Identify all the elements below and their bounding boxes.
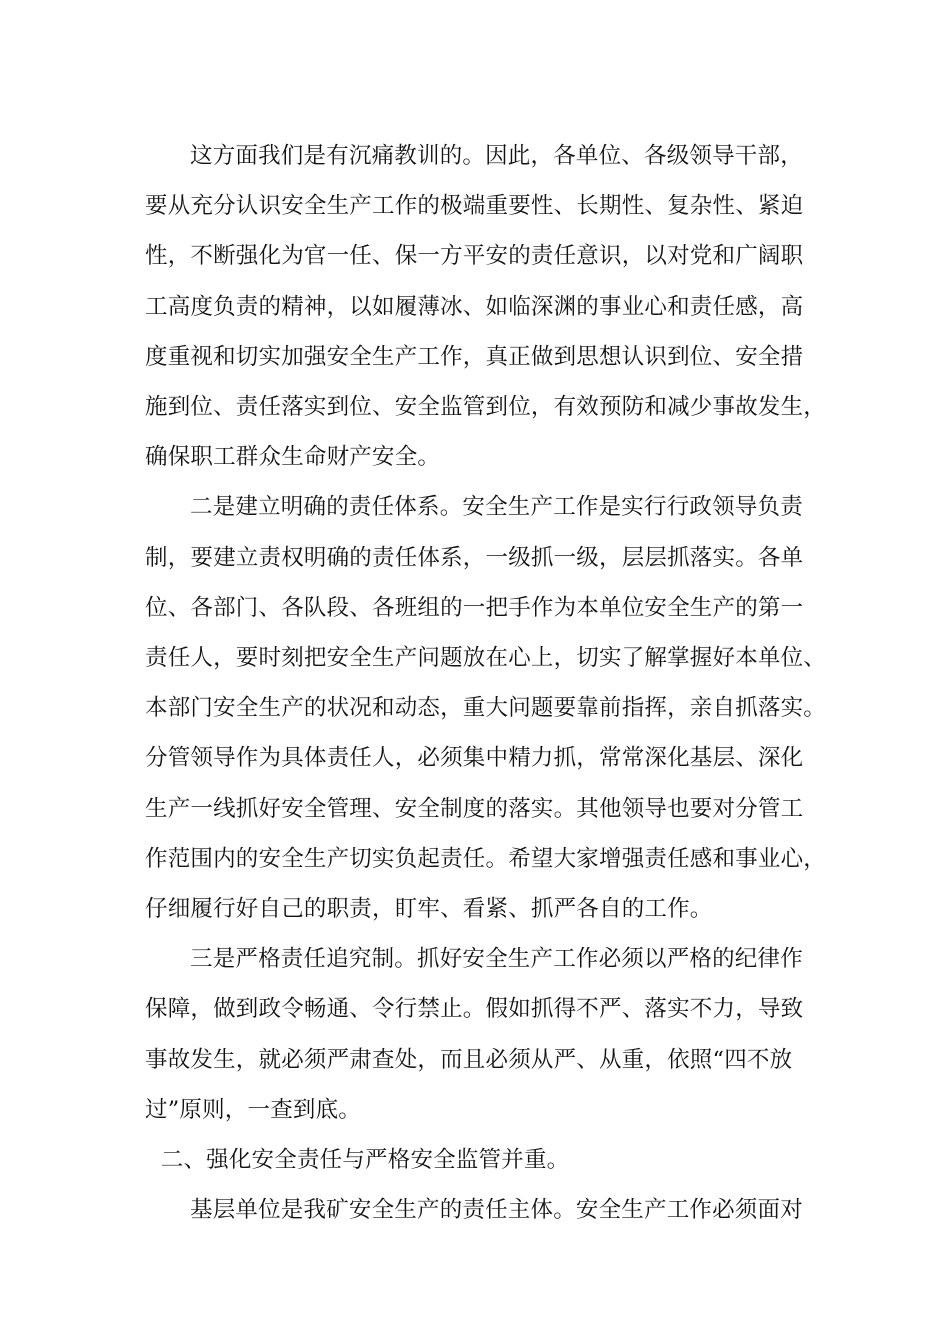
text-line: 基层单位是我矿安全生产的责任主体。安全生产工作必须面对 — [190, 1197, 803, 1224]
paragraph-accountability — [145, 934, 821, 1135]
text-line: 过”原则，一查到底。 — [145, 1096, 362, 1123]
text-line: 性，不断强化为官一任、保一方平安的责任意识，以对党和广阔职 — [145, 243, 804, 270]
text-line: 施到位、责任落实到位、安全监管到位，有效预防和减少事故发生， — [145, 394, 827, 421]
text-line: 这方面我们是有沉痛教训的。因此，各单位、各级领导干部， — [190, 143, 803, 169]
paragraph-grassroots — [145, 1185, 821, 1235]
text-line: 生产一线抓好安全管理、安全制度的落实。其他领导也要对分管工 — [145, 795, 804, 822]
text-line: 确保职工群众生命财产安全。 — [145, 444, 441, 471]
text-line: 分管领导作为具体责任人，必须集中精力抓，常常深化基层、深化 — [145, 745, 804, 772]
text-line: 度重视和切实加强安全生产工作，真正做到思想认识到位、安全措 — [145, 343, 804, 370]
paragraph-responsibility-system — [145, 482, 827, 934]
text-line: 本部门安全生产的状况和动态，重大问题要靠前指挥，亲自抓落实。 — [145, 695, 827, 722]
text-line: 三是严格责任追究制。抓好安全生产工作必须以严格的纪律作 — [190, 946, 803, 973]
text-line: 仔细履行好自己的职责，盯牢、看紧、抓严各自的工作。 — [145, 896, 713, 923]
text-line: 保障，做到政令畅通、令行禁止。假如抓得不严、落实不力，导致 — [145, 996, 804, 1023]
paragraph-lesson — [145, 131, 827, 482]
text-line: 位、各部门、各队段、各班组的一把手作为本单位安全生产的第一 — [145, 594, 804, 621]
text-line: 责任人，要时刻把安全生产问题放在心上，切实了解掌握好本单位、 — [145, 645, 827, 672]
text-line: 事故发生，就必须严肃查处，而且必须从严、从重，依照“四不放 — [145, 1046, 793, 1073]
text-line: 要从充分认识安全生产工作的极端重要性、长期性、复杂性、紧迫 — [145, 193, 804, 220]
text-line: 工高度负责的精神，以如履薄冰、如临深渊的事业心和责任感，高 — [145, 293, 804, 320]
heading-line: 二、强化安全责任与严格安全监管并重。 — [160, 1147, 570, 1174]
section-heading — [145, 1135, 821, 1185]
text-line: 制，要建立责权明确的责任体系，一级抓一级，层层抓落实。各单 — [145, 544, 804, 571]
document-body — [145, 131, 827, 1235]
text-line: 二是建立明确的责任体系。安全生产工作是实行行政领导负责 — [190, 494, 803, 521]
text-line: 作范围内的安全生产切实负起责任。希望大家增强责任感和事业心， — [145, 845, 827, 872]
